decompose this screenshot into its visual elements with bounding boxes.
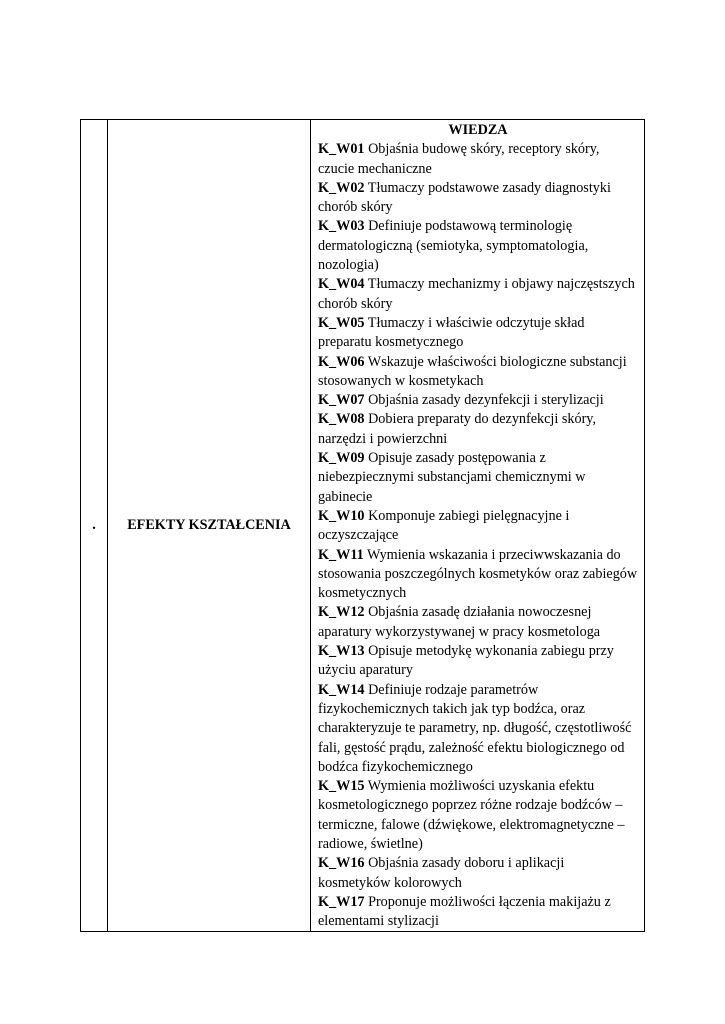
outcome-code: K_W05: [318, 314, 365, 331]
outcome-code: K_W15: [318, 778, 365, 795]
outcome-item: [318, 507, 638, 546]
outcome-item: [318, 275, 638, 314]
outcome-text: Proponuje możliwości łączenia makijażu z elementami stylizacji: [318, 893, 611, 930]
outcomes-list: [318, 140, 638, 931]
outcome-text: Wskazuje właściwości biologiczne substancji stosowanych w kosmetykach: [318, 353, 627, 389]
outcome-text: Objaśnia zasady dezynfekcji i sterylizacji: [364, 392, 604, 409]
outcome-item: [318, 642, 638, 681]
outcome-item: [318, 854, 638, 893]
outcome-text: Objaśnia budowę skóry, receptory skóry, czucie mechaniczne: [318, 141, 600, 177]
outcome-text: Wymienia możliwości uzyskania efektu kosmetologicznego poprzez różne rodzaje bodźców – termiczne, falowe (dźwiękowe, elektromagnetyczne – radiowe, świetlne): [318, 778, 625, 852]
outcome-code: K_W04: [318, 276, 365, 293]
outcome-text: Tłumaczy podstawowe zasady diagnostyki chorób skóry: [318, 179, 611, 216]
outcomes-cell: [311, 120, 644, 931]
outcome-code: K_W08: [318, 411, 365, 428]
outcome-text: Dobiera preparaty do dezynfekcji skóry, narzędzi i powierzchni: [318, 411, 597, 447]
outcome-item: [318, 391, 638, 410]
outcome-code: K_W12: [318, 604, 365, 621]
outcome-code: K_W02: [318, 179, 365, 196]
outcome-item: [318, 546, 638, 604]
outcome-code: K_W09: [318, 450, 365, 467]
outcome-item: [318, 603, 638, 642]
outcome-text: Definiuje podstawową terminologię dermatologiczną (semiotyka, symptomatologia, nozologia): [318, 218, 589, 274]
outcome-item: [318, 179, 638, 218]
outcome-item: [318, 353, 638, 392]
outcome-text: Komponuje zabiegi pielęgnacyjne i oczyszczające: [318, 507, 570, 544]
outcome-text: Definiuje rodzaje parametrów fizykochemicznych takich jak typ bodźca, oraz charakteryzuje te parametry, np. długość, częstotliwość fali, gęstość prądu, zależność efektu biologicznego od bodźca fizykochemicznego: [318, 681, 632, 775]
outcome-text: Tłumaczy i właściwie odczytuje skład preparatu kosmetycznego: [318, 314, 585, 351]
outcome-code: K_W16: [318, 855, 365, 872]
outcome-text: Tłumaczy mechanizmy i objawy najczęstszych chorób skóry: [318, 276, 635, 312]
outcome-code: K_W06: [318, 353, 365, 370]
outcome-item: [318, 893, 638, 932]
outcome-item: [318, 314, 638, 353]
outcome-text: Opisuje metodykę wykonania zabiegu przy użyciu aparatury: [318, 643, 614, 679]
outcome-text: Objaśnia zasady doboru i aplikacji kosmetyków kolorowych: [318, 855, 565, 891]
outcome-item: [318, 681, 638, 777]
outcome-code: K_W13: [318, 643, 365, 660]
outcome-code: K_W07: [318, 392, 365, 409]
outcome-item: [318, 217, 638, 275]
outcome-code: K_W14: [318, 681, 365, 698]
section-heading: WIEDZA: [448, 122, 508, 138]
outcome-item: [318, 777, 638, 854]
outcome-text: Objaśnia zasadę działania nowoczesnej aparatury wykorzystywanej w pracy kosmetologa: [318, 604, 601, 640]
row-label: EFEKTY KSZTAŁCENIA: [127, 517, 291, 533]
learning-outcomes-table: [80, 119, 645, 932]
outcome-code: K_W10: [318, 507, 365, 524]
row-number: .: [92, 517, 96, 533]
outcome-code: K_W11: [318, 546, 364, 563]
row-label-cell: [108, 120, 311, 931]
outcome-text: Opisuje zasady postępowania z niebezpiecznymi substancjami chemicznymi w gabinecie: [318, 450, 586, 505]
outcome-text: Wymienia wskazania i przeciwwskazania do stosowania poszczególnych kosmetyków oraz zabiegów kosmetycznych: [318, 546, 638, 602]
outcome-item: [318, 140, 638, 179]
outcome-item: [318, 410, 638, 449]
row-number-cell: [81, 120, 108, 931]
outcome-code: K_W01: [318, 141, 365, 158]
outcome-item: [318, 449, 638, 507]
outcome-code: K_W03: [318, 218, 365, 235]
outcome-code: K_W17: [318, 893, 365, 910]
